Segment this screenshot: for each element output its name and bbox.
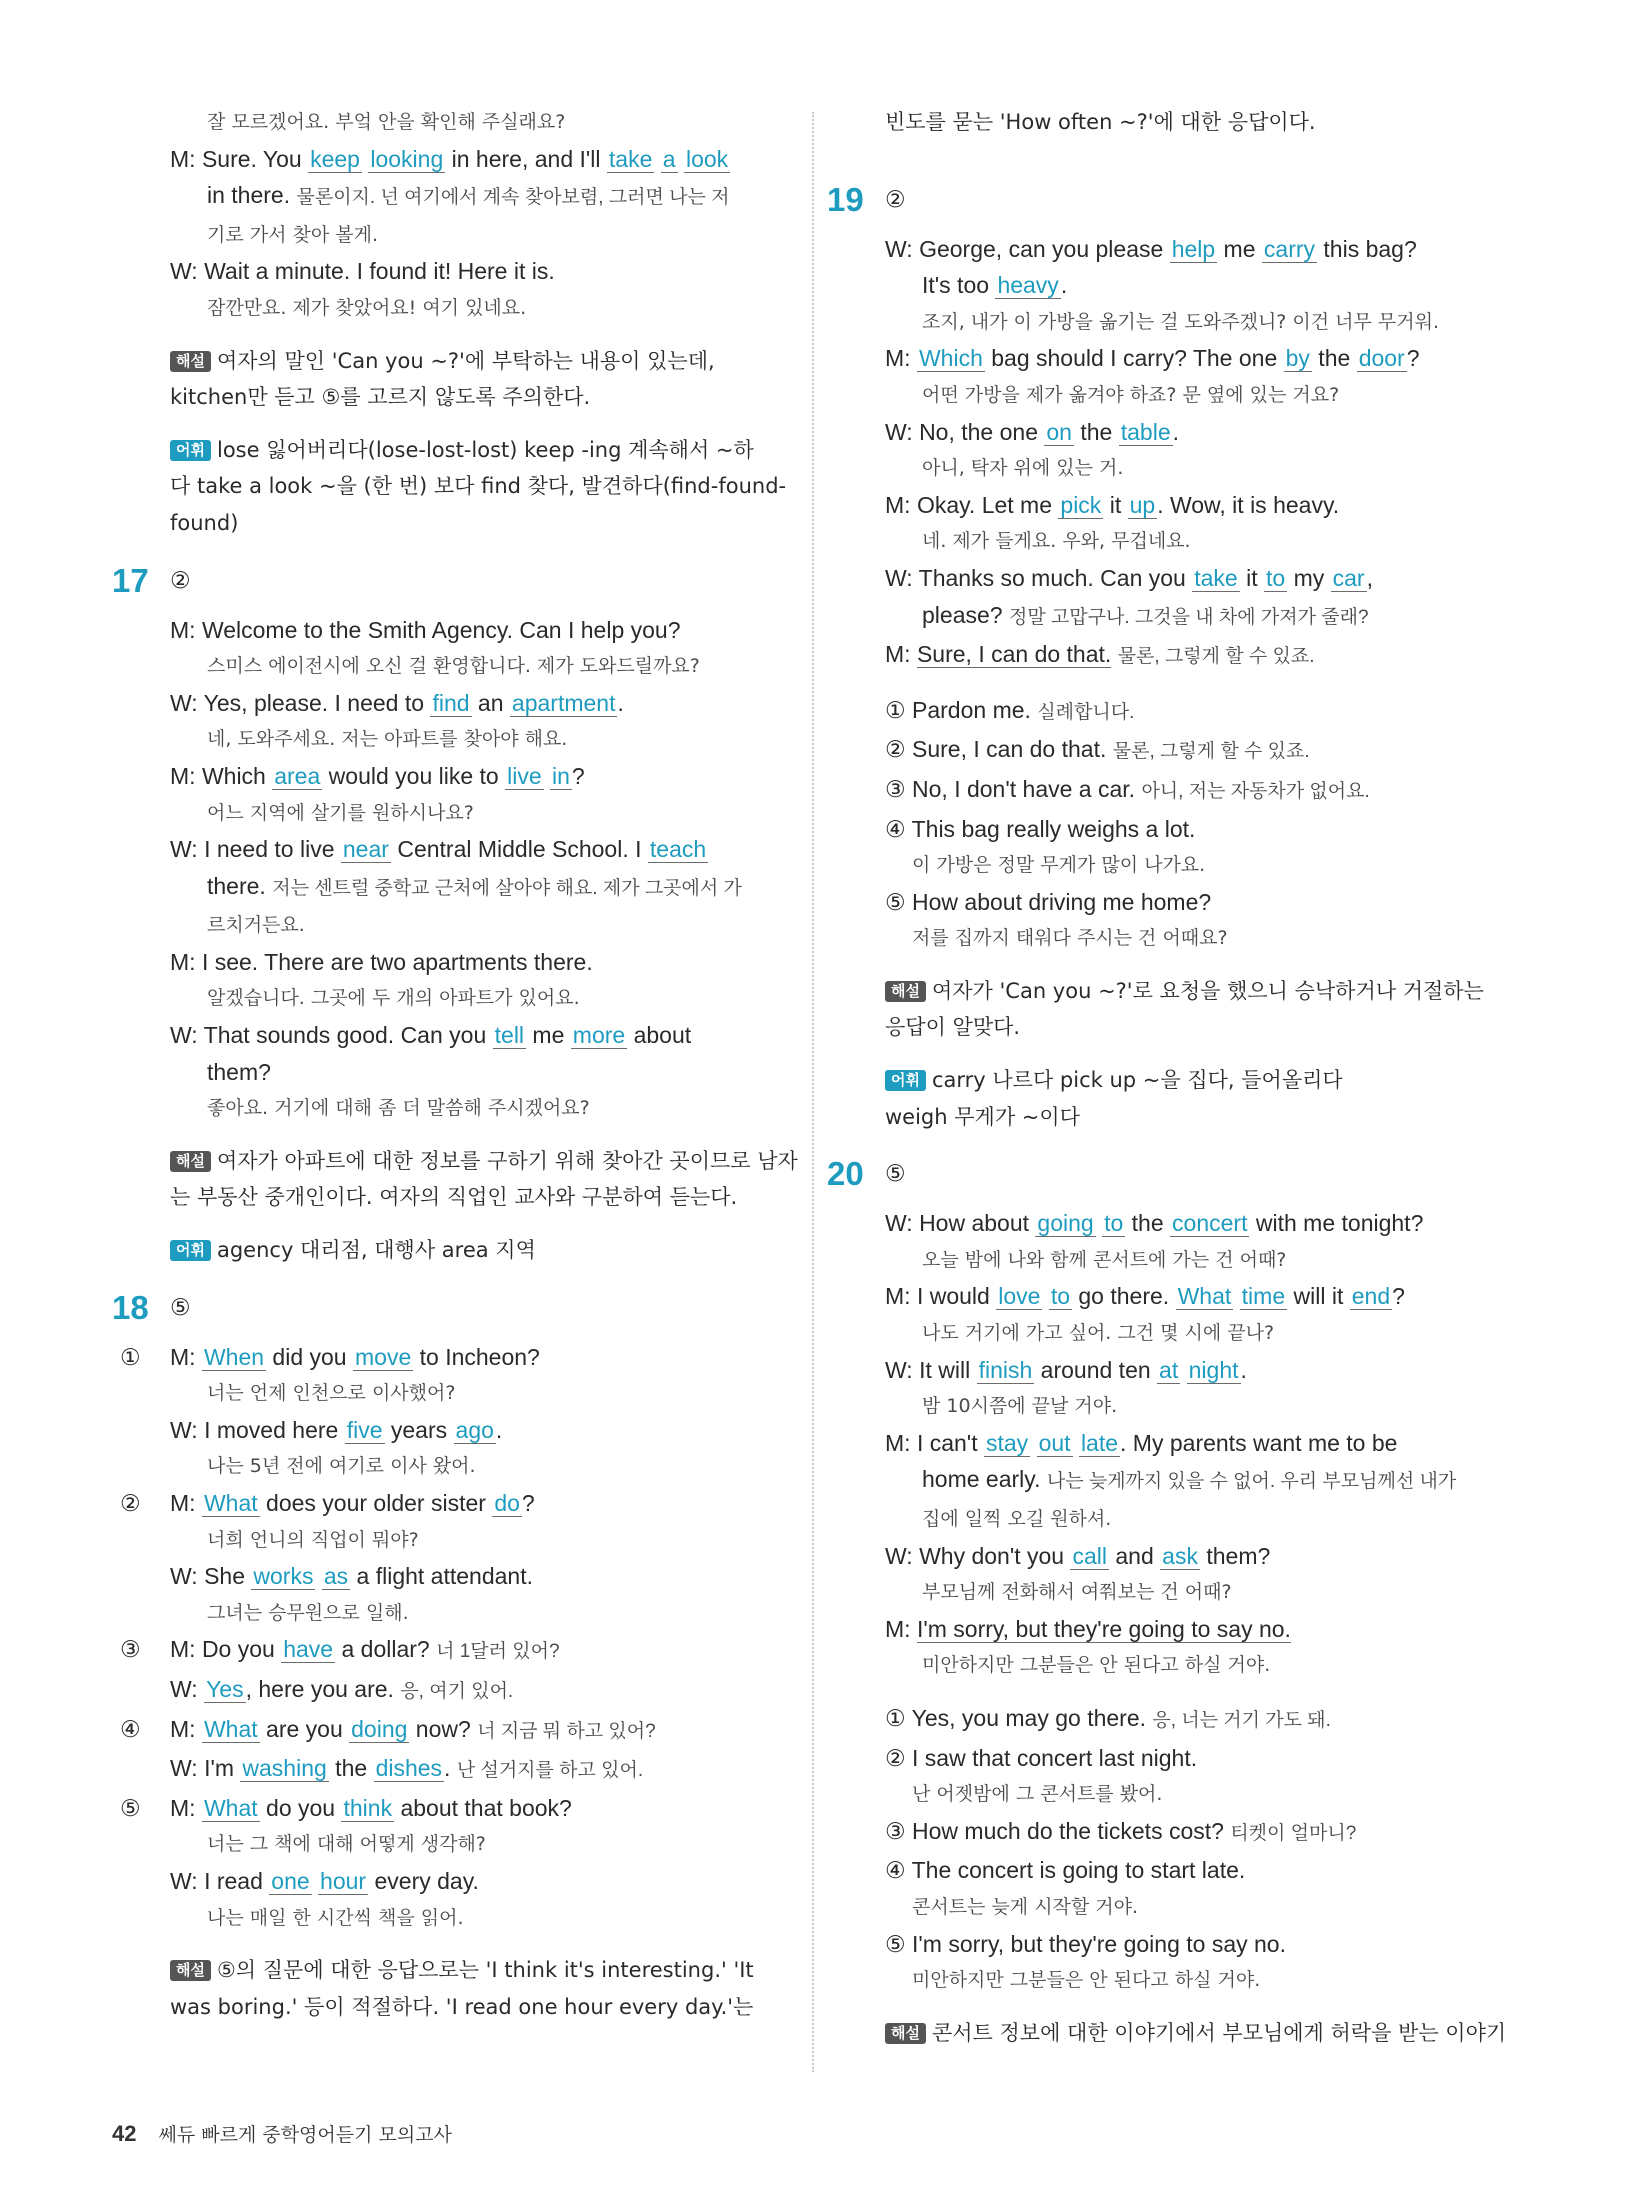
vocabulary-note: 어휘 carry 나르다 pick up ~을 집다, 들어올리다 (885, 1062, 1497, 1099)
translation-line: 르치거든요. (207, 914, 305, 937)
option-number: ④ (120, 1715, 141, 1742)
translation-line: 미안하지만 그분들은 안 된다고 하실 거야. (912, 1969, 1261, 1992)
blank-answer: to (1266, 564, 1286, 591)
option-line: ⑤ I'm sorry, but they're going to say no. (885, 1930, 1286, 1957)
blank-answer: on (1046, 418, 1072, 445)
blank-answer: take (608, 145, 653, 172)
translation-line: 밤 10시쯤에 끝날 거야. (922, 1395, 1118, 1418)
translation-line: 콘서트는 늦게 시작할 거야. (912, 1895, 1139, 1918)
dialogue-line: ④ M: What are you doing now? 너 지금 뭐 하고 있어? (170, 1711, 782, 1751)
vocabulary-badge: 어휘 (170, 440, 211, 461)
option-line: ⑤ How about driving me home? (885, 888, 1212, 915)
translation-line: 저를 집까지 태워다 주시는 건 어때요? (912, 927, 1228, 950)
vocabulary-note: 어휘 lose 잃어버리다(lose-lost-lost) keep -ing 계속해서 ~하 (170, 432, 782, 469)
blank-answer: doing (351, 1715, 408, 1742)
explanation-badge: 해설 (885, 981, 926, 1002)
answer-mark: ⑤ (885, 1161, 906, 1188)
question-header (827, 1151, 1497, 1205)
dialogue-line: ① M: When did you move to Incheon? (170, 1339, 782, 1376)
dialogue-line: W: Yes, here you are. 응, 여기 있어. (170, 1675, 514, 1702)
blank-answer: stay (985, 1429, 1029, 1456)
translation-line: 너는 언제 인천으로 이사했어? (207, 1382, 456, 1405)
option-line: ④ This bag really weighs a lot. (885, 815, 1196, 842)
blank-answer: Which (918, 345, 983, 372)
blank-answer: time (1241, 1283, 1286, 1310)
blank-answer: ago (455, 1416, 494, 1443)
right-column (827, 104, 1507, 2051)
blank-answer: look (685, 145, 729, 172)
translation-line: 잠깐만요. 제가 찾았어요! 여기 있네요. (207, 296, 527, 319)
translation-line: 나도 거기에 가고 싶어. 그건 몇 시에 끝나? (922, 1322, 1275, 1345)
dialogue-line: W: It will finish around ten at night. (885, 1356, 1247, 1383)
dialogue-line: M: I'm sorry, but they're going to say no. (885, 1615, 1291, 1642)
blank-answer: do (494, 1490, 520, 1516)
blank-answer: near (342, 836, 389, 863)
blank-answer: up (1129, 491, 1156, 518)
translation-line: 잘 모르겠어요. 부엌 안을 확인해 주실래요? (207, 111, 566, 133)
dialogue-line: W: That sounds good. Can you tell me more about (170, 1022, 692, 1049)
blank-answer: take (1194, 564, 1238, 591)
blank-answer: one (271, 1867, 310, 1894)
vocabulary-note-cont: 다 take a look ~을 (한 번) 보다 find 찾다, 발견하다(find-found- (170, 474, 787, 499)
explanation-note: 해설 여자의 말인 'Can you ~?'에 부탁하는 내용이 있는데, (170, 343, 782, 380)
dialogue-line: W: I'm washing the dishes. 난 설거지를 하고 있어. (170, 1755, 644, 1782)
question-number: 19 (827, 180, 864, 218)
blank-answer: pick (1060, 491, 1102, 518)
blank-answer: to (1050, 1283, 1070, 1310)
option-line: ③ How much do the tickets cost? 티켓이 얼마니? (885, 1817, 1357, 1844)
dialogue-line: M: Sure. You keep looking in here, and I'll take a look (170, 145, 729, 172)
blank-answer: What (203, 1490, 258, 1516)
blank-answer: have (283, 1636, 334, 1663)
answer-mark: ② (885, 186, 906, 213)
dialogue-line: W: I read one hour every day. (170, 1867, 479, 1894)
explanation-note-cont: kitchen만 듣고 ⑤를 고르지 않도록 주의한다. (170, 385, 591, 410)
explanation-note: 해설 여자가 아파트에 대한 정보를 구하기 위해 찾아간 곳이므로 남자 (170, 1143, 782, 1180)
dialogue-line: W: No, the one on the table. (885, 418, 1180, 445)
explanation-badge: 해설 (170, 1960, 211, 1981)
question-header (112, 1285, 782, 1339)
dialogue-line: M: Which area would you like to live in? (170, 762, 585, 789)
dialogue-line: M: I can't stay out late. My parents want me to be (885, 1429, 1398, 1456)
blank-answer: help (1171, 235, 1216, 262)
dialogue-line: in there. 물론이지. 넌 여기에서 계속 찾아보렴, 그러면 나는 저 (207, 182, 730, 209)
translation-line: 난 어젯밤에 그 콘서트를 봤어. (912, 1783, 1163, 1806)
blank-answer: When (203, 1343, 265, 1370)
option-number: ① (120, 1343, 141, 1370)
blank-answer: call (1072, 1542, 1107, 1569)
translation-line: 너는 그 책에 대해 어떻게 생각해? (207, 1833, 486, 1856)
translation-line: 나는 매일 한 시간씩 책을 읽어. (207, 1906, 464, 1929)
book-title: 쎄듀 빠르게 중학영어듣기 모의고사 (158, 2124, 452, 2146)
blank-answer: tell (494, 1022, 525, 1049)
blank-answer: to (1104, 1210, 1124, 1237)
answer-underline: I'm sorry, but they're going to say no. (916, 1615, 1291, 1642)
translation-line: 조지, 내가 이 가방을 옮기는 걸 도와주겠니? 이건 너무 무거워. (922, 310, 1440, 333)
dialogue-line: It's too heavy. (922, 272, 1068, 299)
blank-answer: What (203, 1715, 258, 1742)
explanation-note: 해설 ⑤의 질문에 대한 응답으로는 'I think it's interesting.' 'It (170, 1952, 782, 1989)
blank-answer: finish (978, 1356, 1033, 1383)
page-footer (112, 2120, 452, 2147)
blank-answer: Yes (206, 1675, 244, 1702)
blank-answer: carry (1263, 235, 1316, 262)
question-header (112, 558, 782, 612)
blank-answer: live (507, 762, 542, 789)
translation-line: 미안하지만 그분들은 안 된다고 하실 거야. (922, 1654, 1271, 1677)
blank-answer: car (1332, 564, 1365, 591)
dialogue-line: M: Welcome to the Smith Agency. Can I help you? (170, 616, 681, 643)
explanation-note-cont: 빈도를 묻는 'How often ~?'에 대한 응답이다. (885, 110, 1316, 134)
option-line: ② Sure, I can do that. 물론, 그렇게 할 수 있죠. (885, 736, 1310, 763)
translation-line: 네, 도와주세요. 저는 아파트를 찾아야 해요. (207, 728, 568, 751)
explanation-note-cont: was boring.' 등이 적절하다. 'I read one hour every day.'는 (170, 1994, 754, 2019)
explanation-note-cont: 응답이 알맞다. (885, 1015, 1021, 1040)
option-line: ① Yes, you may go there. 응, 너는 거기 가도 돼. (885, 1704, 1331, 1731)
dialogue-line: W: How about going to the concert with me tonight? (885, 1210, 1424, 1237)
blank-answer: What (203, 1794, 258, 1821)
blank-answer: out (1038, 1429, 1071, 1456)
translation-line: 네. 제가 들게요. 우와, 무겁네요. (922, 530, 1191, 553)
blank-answer: teach (649, 836, 707, 863)
explanation-badge: 해설 (885, 2023, 926, 2044)
dialogue-line: M: Sure, I can do that. 물론, 그렇게 할 수 있죠. (885, 641, 1315, 668)
blank-answer: apartment (511, 689, 616, 716)
question-header (827, 177, 1497, 231)
blank-answer: in (552, 762, 570, 789)
dialogue-line: ⑤ M: What do you think about that book? (170, 1790, 782, 1827)
option-number: ③ (120, 1636, 141, 1663)
translation-line: 오늘 밤에 나와 함께 콘서트에 가는 건 어때? (922, 1248, 1287, 1271)
answer-mark: ② (170, 567, 191, 594)
dialogue-line: W: George, can you please help me carry this bag? (885, 235, 1417, 262)
answer-underline: Sure, I can do that. (916, 641, 1112, 668)
blank-answer: love (998, 1283, 1041, 1310)
vocabulary-badge: 어휘 (885, 1070, 926, 1091)
blank-answer: five (346, 1416, 383, 1443)
blank-answer: as (323, 1563, 349, 1590)
blank-answer: at (1159, 1356, 1179, 1383)
option-line: ② I saw that concert last night. (885, 1744, 1198, 1771)
column-divider (812, 112, 814, 2072)
translation-line: 부모님께 전화해서 여쭤보는 건 어때? (922, 1581, 1232, 1604)
dialogue-line: please? 정말 고맙구나. 그것을 내 차에 가져가 줄래? (922, 601, 1369, 628)
question-number: 18 (112, 1288, 149, 1326)
translation-line: 좋아요. 거기에 대해 좀 더 말씀해 주시겠어요? (207, 1097, 590, 1120)
dialogue-line: W: Thanks so much. Can you take it to my car, (885, 564, 1373, 591)
blank-answer: heavy (997, 272, 1059, 299)
translation-line: 어떤 가방을 제가 옮겨야 하죠? 문 옆에 있는 거요? (922, 383, 1340, 406)
blank-answer: keep (310, 145, 360, 172)
blank-answer: area (274, 762, 321, 789)
dialogue-line: M: Which bag should I carry? The one by the door? (885, 345, 1420, 372)
dialogue-line: W: Wait a minute. I found it! Here it is. (170, 258, 555, 285)
translation-line: 기로 가서 찾아 볼게. (207, 223, 378, 246)
translation-line: 그녀는 승무원으로 일해. (207, 1601, 409, 1624)
blank-answer: door (1358, 345, 1405, 372)
dialogue-line: W: I need to live near Central Middle School. I teach (170, 836, 707, 863)
blank-answer: works (253, 1563, 314, 1590)
blank-answer: looking (370, 145, 444, 172)
dialogue-line: there. 저는 센트럴 중학교 근처에 살아야 해요. 제가 그곳에서 가 (207, 872, 742, 899)
translation-line: 아니, 탁자 위에 있는 거. (922, 457, 1124, 480)
translation-line: 알겠습니다. 그곳에 두 개의 아파트가 있어요. (207, 987, 580, 1010)
blank-answer: washing (242, 1755, 327, 1782)
question-number: 17 (112, 561, 149, 599)
blank-answer: dishes (375, 1755, 443, 1782)
blank-answer: more (572, 1022, 626, 1049)
option-number: ⑤ (120, 1794, 141, 1821)
blank-answer: night (1188, 1356, 1239, 1383)
blank-answer: ask (1162, 1542, 1198, 1569)
blank-answer: going (1037, 1210, 1094, 1237)
dialogue-line: W: Yes, please. I need to find an apartment. (170, 689, 624, 716)
blank-answer: a (662, 145, 676, 172)
dialogue-line: M: I see. There are two apartments there. (170, 948, 593, 975)
blank-answer: end (1351, 1283, 1391, 1310)
blank-answer: by (1285, 345, 1310, 372)
translation-line: 집에 일찍 오길 원하셔. (922, 1508, 1112, 1530)
dialogue-line: W: She works as a flight attendant. (170, 1563, 533, 1590)
explanation-badge: 해설 (170, 351, 211, 372)
dialogue-line: W: Why don't you call and ask them? (885, 1542, 1271, 1569)
dialogue-line: home early. 나는 늦게까지 있을 수 없어. 우리 부모님께선 내가 (922, 1466, 1457, 1493)
blank-answer: move (355, 1343, 412, 1370)
page-number: 42 (112, 2121, 137, 2146)
question-number: 20 (827, 1155, 864, 1193)
translation-line: 너희 언니의 직업이 뭐야? (207, 1528, 419, 1551)
option-line: ① Pardon me. 실례합니다. (885, 696, 1135, 723)
explanation-note: 해설 여자가 'Can you ~?'로 요청을 했으니 승낙하거나 거절하는 (885, 973, 1497, 1010)
option-number: ② (120, 1490, 141, 1516)
dialogue-line: ③ M: Do you have a dollar? 너 1달러 있어? (170, 1631, 782, 1671)
blank-answer: What (1177, 1283, 1232, 1310)
option-line: ④ The concert is going to start late. (885, 1857, 1246, 1884)
blank-answer: hour (320, 1867, 367, 1894)
dialogue-line: W: I moved here five years ago. (170, 1416, 503, 1443)
dialogue-line: them? (207, 1058, 271, 1085)
vocabulary-note: 어휘 agency 대리점, 대행사 area 지역 (170, 1232, 782, 1269)
translation-line: 이 가방은 정말 무게가 많이 나가요. (912, 854, 1206, 877)
explanation-badge: 해설 (170, 1151, 211, 1172)
explanation-note: 해설 콘서트 정보에 대한 이야기에서 부모님에게 허락을 받는 이야기 (885, 2015, 1497, 2052)
blank-answer: find (432, 689, 470, 716)
blank-answer: late (1080, 1429, 1119, 1456)
answer-mark: ⑤ (170, 1294, 191, 1321)
blank-answer: table (1120, 418, 1171, 445)
dialogue-line: M: I would love to go there. What time will it end? (885, 1283, 1405, 1310)
vocabulary-note-cont: found) (170, 510, 239, 535)
explanation-note-cont: 는 부동산 중개인이다. 여자의 직업인 교사와 구분하여 듣는다. (170, 1185, 738, 1210)
blank-answer: think (343, 1794, 393, 1821)
vocabulary-badge: 어휘 (170, 1240, 211, 1261)
dialogue-line: ② M: What does your older sister do? (170, 1485, 782, 1522)
translation-line: 스미스 에이전시에 오신 걸 환영합니다. 제가 도와드릴까요? (207, 655, 700, 678)
dialogue-line: M: Okay. Let me pick it up. Wow, it is heavy. (885, 491, 1340, 518)
left-column (112, 104, 798, 2025)
option-line: ③ No, I don't have a car. 아니, 저는 자동차가 없어요. (885, 775, 1370, 802)
translation-line: 어느 지역에 살기를 원하시나요? (207, 801, 474, 824)
translation-line: 나는 5년 전에 여기로 이사 왔어. (207, 1455, 476, 1478)
blank-answer: concert (1172, 1210, 1248, 1237)
vocabulary-note-cont: weigh 무게가 ~이다 (885, 1104, 1080, 1129)
